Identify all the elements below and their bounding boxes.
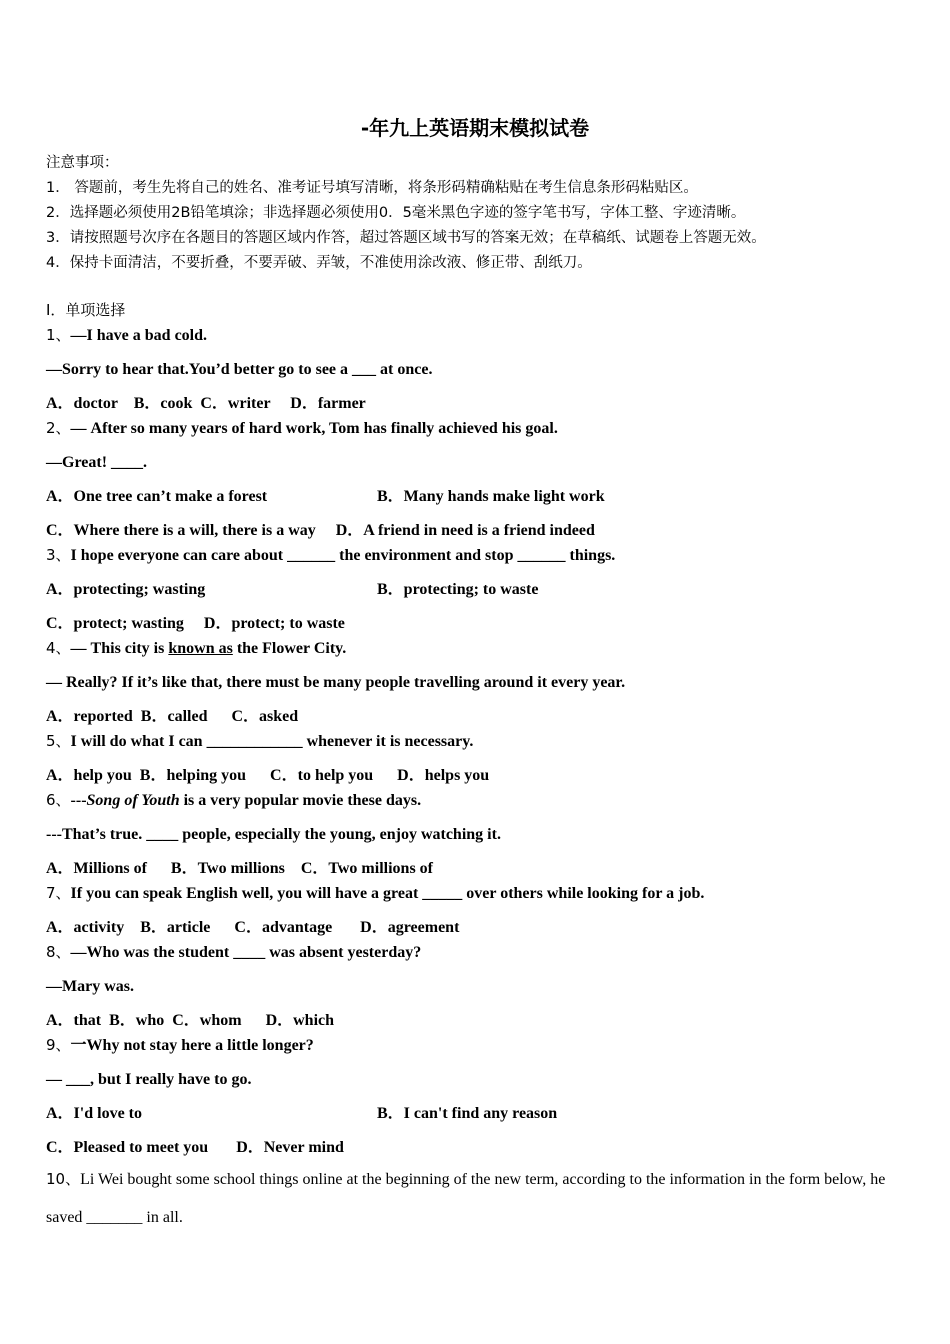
- underlined-phrase: known as: [168, 640, 233, 657]
- question-number: 6、: [46, 791, 71, 809]
- question-text: I will do what I can ____________ whenever it is necessary.: [70, 733, 474, 750]
- question-9: [46, 1033, 916, 1058]
- question-2-reply: —Great! ____.: [46, 454, 148, 471]
- question-3: [46, 543, 916, 568]
- question-text: is a very popular movie these days.: [179, 792, 422, 809]
- page-title: -年九上英语期末模拟试卷: [360, 116, 590, 140]
- question-text: —Who was the student ____ was absent yesterday?: [70, 944, 422, 961]
- note-item: 4．保持卡面清洁，不要折叠，不要弄破、弄皱，不准使用涂改液、修正带、刮纸刀。: [46, 255, 592, 271]
- question-4-reply: — Really? If it’s like that, there must be many people travelling around it every year.: [46, 674, 626, 691]
- question-number: 2、: [46, 419, 71, 437]
- question-number: 5、: [46, 732, 71, 750]
- question-2-options-cd: C．Where there is a will, there is a way D．A friend in need is a friend indeed: [46, 522, 595, 539]
- question-text: the Flower City.: [232, 640, 347, 657]
- question-1-options: A．doctor B．cook C．writer D．farmer: [46, 395, 366, 412]
- question-text: If you can speak English well, you will have a great _____ over others while looking for a job.: [70, 885, 705, 902]
- question-number: 9、: [46, 1036, 71, 1054]
- question-text: ---: [70, 792, 87, 809]
- option-a: A．One tree can’t make a forest: [46, 488, 268, 505]
- question-9-options-cd: C．Pleased to meet you D．Never mind: [46, 1139, 344, 1156]
- question-10: [46, 1160, 916, 1237]
- question-4-options: A．reported B．called C．asked: [46, 708, 299, 725]
- question-6: [46, 788, 916, 813]
- question-text: — After so many years of hard work, Tom has finally achieved his goal.: [70, 420, 558, 437]
- notes-block: [46, 151, 926, 276]
- question-6-options: A．Millions of B．Two millions C．Two millions of: [46, 860, 433, 877]
- note-item: 2．选择题必须使用2B铅笔填涂；非选择题必须使用0．5毫米黑色字迹的签字笔书写，字体工整、字迹清晰。: [46, 205, 746, 221]
- option-b: B．protecting; to waste: [377, 581, 539, 598]
- question-1-reply: —Sorry to hear that.You’d better go to see a ___ at once.: [46, 361, 433, 378]
- question-9-options-ab: [46, 1101, 916, 1126]
- question-3-options-ab: [46, 577, 916, 602]
- question-7: [46, 881, 916, 906]
- question-3-options-cd: C．protect; wasting D．protect; to waste: [46, 615, 345, 632]
- note-item: 3．请按照题号次序在各题目的答题区域内作答，超过答题区域书写的答案无效；在草稿纸、试题卷上答题无效。: [46, 230, 766, 246]
- question-8: [46, 940, 916, 965]
- question-7-options: A．activity B．article C．advantage D．agreement: [46, 919, 460, 936]
- question-8-options: A．that B．who C．whom D．which: [46, 1012, 335, 1029]
- question-5: [46, 729, 916, 754]
- option-a: A．I'd love to: [46, 1105, 143, 1122]
- question-text: —I have a bad cold.: [70, 327, 208, 344]
- question-6-reply: ---That’s true. ____ people, especially the young, enjoy watching it.: [46, 826, 501, 843]
- option-b: B．I can't find any reason: [377, 1105, 558, 1122]
- question-text: — This city is: [70, 640, 169, 657]
- questions-section: [46, 298, 916, 1237]
- question-5-options: A．help you B．helping you C．to help you D．helps you: [46, 767, 490, 784]
- question-9-reply: — ___, but I really have to go.: [46, 1071, 252, 1088]
- question-1: [46, 323, 916, 348]
- question-text: 一Why not stay here a little longer?: [70, 1037, 314, 1054]
- note-item: 1． 答题前，考生先将自己的姓名、准考证号填写清晰，将条形码精确粘贴在考生信息条形码粘贴区。: [46, 180, 698, 196]
- option-b: B．Many hands make light work: [377, 488, 605, 505]
- italic-title: Song of Youth: [86, 792, 180, 809]
- question-number: 10、: [46, 1170, 81, 1188]
- question-text: Li Wei bought some school things online at the beginning of the new term, according to the information in the form below, he saved _______ in all.: [46, 1171, 886, 1226]
- section-title: Ⅰ．单项选择: [46, 301, 126, 319]
- notes-heading: 注意事项：: [46, 155, 119, 171]
- question-number: 8、: [46, 943, 71, 961]
- question-text: I hope everyone can care about ______ the environment and stop ______ things.: [70, 547, 616, 564]
- question-number: 3、: [46, 546, 71, 564]
- question-2-options-ab: [46, 484, 916, 509]
- question-number: 4、: [46, 639, 71, 657]
- question-number: 7、: [46, 884, 71, 902]
- question-2: [46, 416, 916, 441]
- question-number: 1、: [46, 326, 71, 344]
- question-4: [46, 636, 916, 661]
- option-a: A．protecting; wasting: [46, 581, 206, 598]
- question-8-reply: —Mary was.: [46, 978, 134, 995]
